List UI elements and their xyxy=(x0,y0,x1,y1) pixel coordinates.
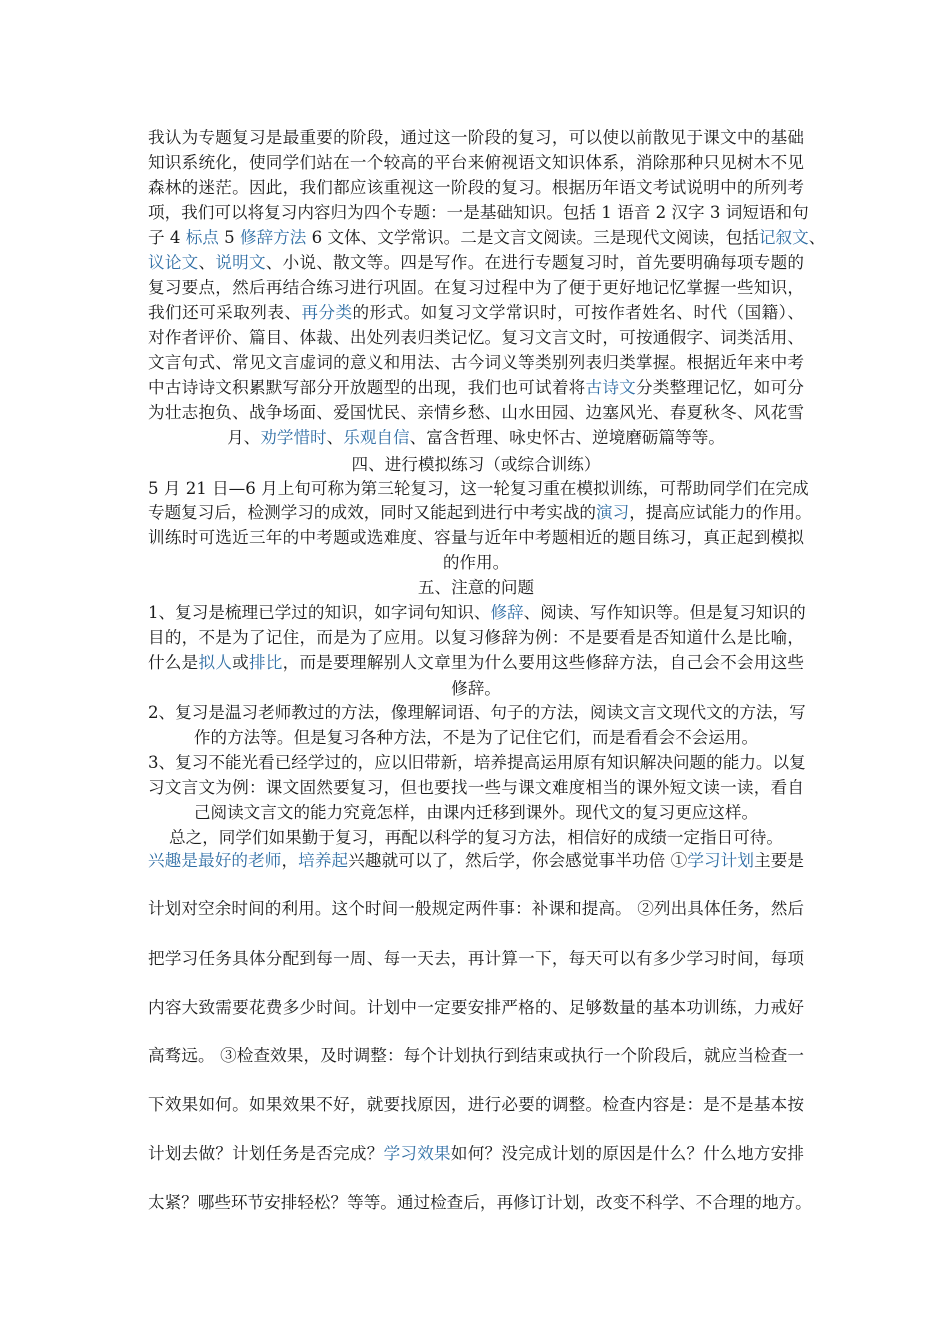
text-run: 的作用。 xyxy=(442,553,510,572)
text-line xyxy=(148,325,804,351)
keyword-link[interactable]: 说明文 xyxy=(215,253,266,272)
text-run: 目的，不是为了记住，而是为了应用。以复习修辞为例：不是要看是否知道什么是比喻， xyxy=(148,628,804,647)
keyword-link[interactable]: 拟人 xyxy=(198,653,233,672)
text-line xyxy=(148,150,804,176)
keyword-link[interactable]: 学习计划 xyxy=(687,851,755,870)
text-run: 计划对空余时间的利用。这个时间一般规定两件事：补课和提高。 ②列出具体任务，然后 xyxy=(148,899,804,918)
text-run: 训练时可选近三年的中考题或选难度、容量与近年中考题相近的题目练习，真正起到模拟 xyxy=(148,528,804,547)
keyword-link[interactable]: 演习 xyxy=(596,503,630,522)
text-run: 复习要点，然后再结合练习进行巩固。在复习过程中为了便于更好地记忆掌握一些知识， xyxy=(148,278,804,297)
text-line xyxy=(148,800,804,826)
text-run: 月、 xyxy=(227,428,261,447)
text-run: 如何？没完成计划的原因是什么？什么地方安排 xyxy=(450,1144,805,1163)
text-line xyxy=(148,995,804,1021)
text-run: 高骛远。 ③检查效果，及时调整：每个计划执行到结束或执行一个阶段后，就应当检查一 xyxy=(148,1046,804,1065)
text-run: 、阅读、写作知识等。但是复习知识的 xyxy=(523,603,806,622)
text-line xyxy=(148,625,804,651)
keyword-link[interactable]: 兴趣是最好的老师 xyxy=(148,851,282,870)
text-line xyxy=(148,676,804,702)
text-run: 、富含哲理、咏史怀古、逆境磨砺篇等等。 xyxy=(409,428,725,447)
keyword-link[interactable]: 再分类 xyxy=(301,303,353,322)
text-run: 兴趣就可以了，然后学，你会感觉事半功倍 ① xyxy=(348,851,688,870)
text-run: 子 4 xyxy=(148,228,186,247)
text-run: 修辞。 xyxy=(451,679,501,698)
text-line xyxy=(148,275,804,301)
text-run: 习文言文为例：课文固然要复习，但也要找一些与课文难度相当的课外短文读一读，看自 xyxy=(148,778,804,797)
text-run: ， xyxy=(281,851,299,870)
text-run: 计划去做？计划任务是否完成？ xyxy=(148,1144,384,1163)
text-line xyxy=(148,1141,804,1167)
text-line xyxy=(148,848,804,874)
text-run: 太紧？哪些环节安排轻松？等等。通过检查后，再修订计划，改变不科学、不合理的地方。 xyxy=(148,1193,812,1212)
keyword-link[interactable]: 标点 xyxy=(185,228,219,247)
text-run: 什么是 xyxy=(148,653,199,672)
text-run: 5 月 21 日—6 月上旬可称为第三轮复习，这一轮复习重在模拟训练，可帮助同学们在完成 xyxy=(148,479,809,498)
text-line xyxy=(148,600,804,626)
text-run: 我认为专题复习是最重要的阶段，通过这一阶段的复习，可以使以前散见于课文中的基础 xyxy=(148,128,804,147)
text-run: 2、复习是温习老师教过的方法，像理解词语、句子的方法，阅读文言文现代文的方法，写 xyxy=(148,703,806,722)
keyword-link[interactable]: 培养起 xyxy=(298,851,349,870)
text-run: ，提高应试能力的作用。 xyxy=(629,503,812,522)
text-line xyxy=(148,250,804,276)
text-line xyxy=(148,300,804,326)
text-line xyxy=(148,750,804,776)
keyword-link[interactable]: 乐观自信 xyxy=(343,428,410,447)
text-line xyxy=(148,946,804,972)
text-line xyxy=(148,125,804,151)
text-run: 专题复习后，检测学习的成效，同时又能起到进行中考实战的 xyxy=(148,503,597,522)
text-run: 、 xyxy=(808,228,826,247)
text-run: 森林的迷茫。因此，我们都应该重视这一阶段的复习。根据历年语文考试说明中的所列考 xyxy=(148,178,804,197)
text-run: 的形式。如复习文学常识时，可按作者姓名、时代（国籍）、 xyxy=(352,303,805,322)
text-run: 己阅读文言文的能力究竟怎样，由课内迁移到课外。现代文的复习更应这样。 xyxy=(193,803,759,822)
text-run: 把学习任务具体分配到每一周、每一天去，再计算一下，每天可以有多少学习时间，每项 xyxy=(148,949,804,968)
text-run: 为壮志抱负、战争场面、爱国忧民、亲情乡愁、山水田园、边塞风光、春夏秋冬、风花雪 xyxy=(148,403,804,422)
text-line xyxy=(148,650,804,676)
keyword-link[interactable]: 排比 xyxy=(248,653,283,672)
text-line xyxy=(148,1092,804,1118)
text-run: 、小说、散文等。四是写作。在进行专题复习时，首先要明确每项专题的 xyxy=(265,253,805,272)
text-line xyxy=(148,400,804,426)
text-line xyxy=(148,500,812,526)
text-run: 5 xyxy=(218,228,240,247)
text-run: 主要是 xyxy=(754,851,805,870)
text-line xyxy=(148,425,804,451)
keyword-link[interactable]: 记叙文 xyxy=(758,228,809,247)
text-run: 、 xyxy=(326,428,344,447)
text-line xyxy=(148,375,804,401)
text-run: 知识系统化，使同学们站在一个较高的平台来俯视语文知识体系，消除那种只见树木不见 xyxy=(148,153,804,172)
text-run: 分类整理记忆，如可分 xyxy=(635,378,805,397)
text-run: 作的方法等。但是复习各种方法，不是为了记住它们，而是看看会不会运用。 xyxy=(193,728,759,747)
keyword-link[interactable]: 古诗文 xyxy=(585,378,636,397)
text-line xyxy=(148,896,804,922)
keyword-link[interactable]: 学习效果 xyxy=(383,1144,451,1163)
keyword-link[interactable]: 修辞 xyxy=(490,603,524,622)
text-line xyxy=(148,476,809,502)
text-run: 内容大致需要花费多少时间。计划中一定要安排严格的、足够数量的基本功训练，力戒好 xyxy=(148,998,804,1017)
heading-notes: 五、注意的问题 xyxy=(417,578,535,597)
text-run: 1、复习是梳理已学过的知识，如字词句知识、 xyxy=(148,603,491,622)
text-run: 总之，同学们如果勤于复习，再配以科学的复习方法，相信好的成绩一定指日可待。 xyxy=(169,828,783,847)
text-line xyxy=(148,200,809,226)
heading-simulation-practice: 四、进行模拟练习（或综合训练） xyxy=(351,455,601,474)
text-run: 或 xyxy=(232,653,249,672)
text-run: 中古诗诗文积累默写部分开放题型的出现，我们也可试着将 xyxy=(148,378,586,397)
keyword-link[interactable]: 劝学惜时 xyxy=(260,428,327,447)
text-line xyxy=(148,525,804,551)
text-line xyxy=(148,225,826,251)
text-run: 对作者评价、篇目、体裁、出处列表归类记忆。复习文言文时，可按通假字、词类活用、 xyxy=(148,328,804,347)
keyword-link[interactable]: 议论文 xyxy=(148,253,199,272)
text-run: 6 文体、文学常识。二是文言文阅读。三是现代文阅读，包括 xyxy=(306,228,759,247)
text-line xyxy=(148,700,804,726)
text-run: 我们还可采取列表、 xyxy=(148,303,302,322)
text-line xyxy=(148,1190,812,1216)
text-line xyxy=(148,775,804,801)
text-run: 文言句式、常见文言虚词的意义和用法、古今词义等类别列表归类掌握。根据近年来中考 xyxy=(148,353,804,372)
text-run: ，而是要理解别人文章里为什么要用这些修辞方法，自己会不会用这些 xyxy=(282,653,805,672)
text-run: 3、复习不能光看已经学过的，应以旧带新，培养提高运用原有知识解决问题的能力。以复 xyxy=(148,753,806,772)
text-line xyxy=(148,1043,804,1069)
text-run: 项，我们可以将复习内容归为四个专题：一是基础知识。包括 1 语音 2 汉字 3 词短语和句 xyxy=(148,203,809,222)
text-line xyxy=(148,725,804,751)
text-line xyxy=(148,350,804,376)
text-line xyxy=(148,175,804,201)
text-run: 、 xyxy=(198,253,216,272)
keyword-link[interactable]: 修辞方法 xyxy=(240,228,307,247)
text-run: 下效果如何。如果效果不好，就要找原因，进行必要的调整。检查内容是：是不是基本按 xyxy=(148,1095,804,1114)
text-line xyxy=(148,550,804,576)
